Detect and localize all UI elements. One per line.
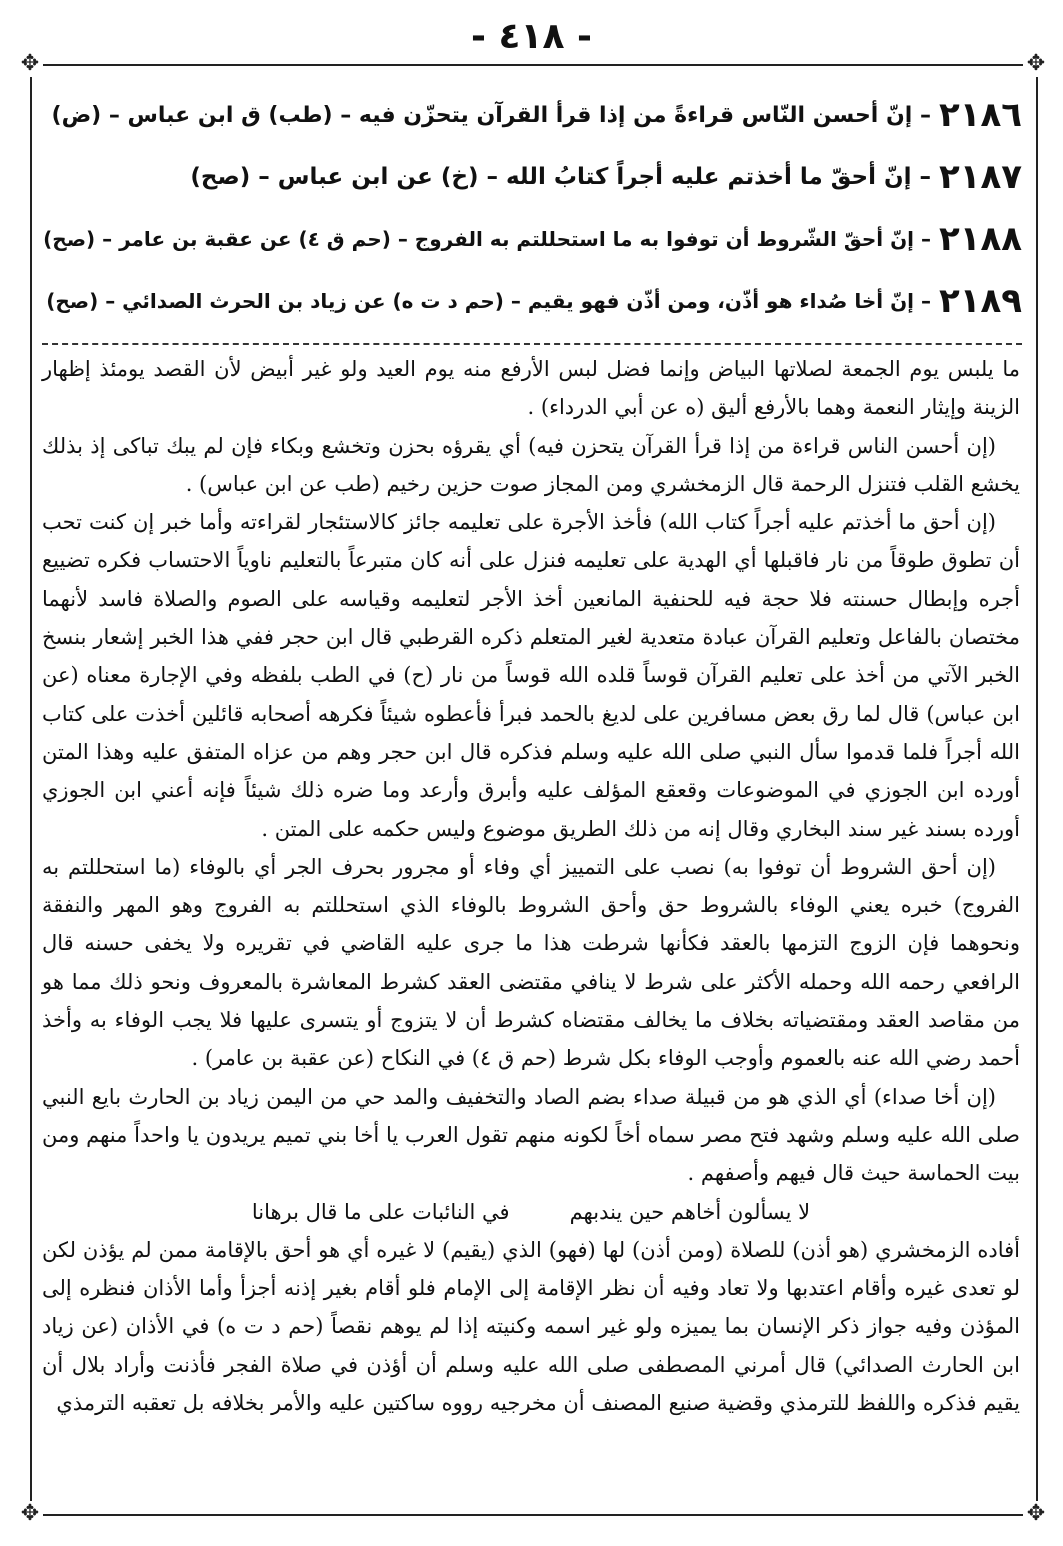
hadith-number: ٢١٨٨ (938, 219, 1022, 259)
frame-top-border (28, 64, 1039, 66)
hadith-number: ٢١٨٦ (938, 95, 1022, 135)
page-number: - ٤١٨ - (471, 16, 592, 57)
section-separator (42, 343, 1022, 345)
hadith-text: – إنّ أحقّ الشّروط أن توفوا به ما استحللتم به الفروج – (حم ق ٤) عن عقبة بن عامر – (صح) (43, 227, 931, 251)
hadith-entry (42, 270, 1022, 332)
corner-ornament-icon: ✥ (1023, 1501, 1049, 1527)
hadith-text: – إنّ أخا صُداء هو أذّن، ومن أذّن فهو يقيم – (حم د ت ه) عن زياد بن الحرث الصدائي – (صح) (46, 289, 931, 313)
commentary-paragraph: (إن أحق الشروط أن توفوا به) نصب على التمييز أي وفاء أو مجرور بحرف الجر أي بالوفاء (ما استحللتم به الفروج) خبره يعني الوفاء بالشروط حق وأحق الشروط بالوفاء الذي استحللتم به الفروج وهو المهر والنفقة ونحوهما فإن الزوج التزمها بالعقد فكأنها شرطت هذا ما جرى عليه القاضي في تقريره ولا يخفى حسنه قال الرافعي رحمه الله وحمله الأكثر على شرط لا ينافي مقتضى العقد كشرط المعاشرة بالمعروف ونحو ذلك مما هو من مقاصد العقد ومقتضياته بخلاف ما يخالف مقتضاه كشرط أن لا يتزوج أو يتسرى عليها فلا يجب الوفاء به وأخذ أحمد رضي الله عنه بالعموم وأوجب الوفاء بكل شرط (حم ق ٤) في النكاح (عن عقبة بن عامر) . (42, 854, 1020, 1071)
hadith-text: – إنّ أحقّ ما أخذتم عليه أجراً كتابُ الله – (خ) عن ابن عباس – (صح) (190, 164, 931, 190)
poem-hemistich: لا يسألون أخاهم حين يندبهم (569, 1199, 811, 1224)
corner-ornament-icon: ✥ (17, 1501, 43, 1527)
corner-ornament-icon: ✥ (17, 51, 43, 77)
commentary-paragraph: (إن أحسن الناس قراءة من إذا قرأ القرآن يتحزن فيه) أي يقرؤه بحزن وتخشع وبكاء فإن لم يبك تباكى إذ بذلك يخشع القلب فتنزل الرحمة قال الزمخشري ومن المجاز صوت حزين رخيم (طب عن ابن عباس) . (42, 433, 1020, 496)
corner-ornament-icon: ✥ (1023, 51, 1049, 77)
commentary-paragraph: (إن أخا صداء) أي الذي هو من قبيلة صداء بضم الصاد والتخفيف والمد حي من اليمن زياد بن الحارث بايع النبي صلى الله عليه وسلم وشهد فتح مصر سماه أخاً لكونه منهم تقول العرب يا أخا بني تميم يريدون يا واحداً منهم ومن بيت الحماسة حيث قال فيهم وأصفهم . (42, 1084, 1020, 1186)
hadith-text: – إنّ أحسن النّاس قراءةً من إذا قرأ القرآن يتحزّن فيه – (طب) ق ابن عباس – (ض) (51, 102, 931, 128)
hadith-entry (42, 146, 1022, 208)
hadith-number: ٢١٨٧ (938, 157, 1022, 197)
commentary-paragraph: ما يلبس يوم الجمعة لصلاتها البياض وإنما فضل لبس الأرفع منه يوم العيد ولو غير أبيض لأن القصد يومئذ إظهار الزينة وإيثار النعمة وهما بالأرفع أليق (ه عن أبي الدرداء) . (42, 357, 1020, 420)
poem-hemistich: في النائبات على ما قال برهانا (251, 1199, 510, 1224)
frame-left-border (30, 64, 32, 1514)
poem-verse (42, 1193, 1020, 1231)
frame-right-border (1036, 64, 1038, 1514)
commentary-paragraph: (إن أحق ما أخذتم عليه أجراً كتاب الله) فأخذ الأجرة على تعليمه جائز كالاستئجار لقراءته وأما خبر إن كنت تحب أن تطوق طوقاً من نار فاقبلها أي الهدية على تعليمه فنزل على أنه كان متبرعاً بالتعليم ناوياً الاحتساب فكره تضييع أجره وإبطال حسنته فلا حجة فيه للحنفية المانعين أخذ الأجر لتعليمه وقياسه على الصوم والصلاة فاسد لأنهما مختصان بالفاعل وتعليم القرآن عبادة متعدية لغير المتعلم ذكره القرطبي قال ابن حجر ففي هذا الخبر إشعار بنسخ الخبر الآتي من أخذ على تعليم القرآن قوساً قلده الله قوساً من نار (ح) في الطب بلفظه وفي الإجارة معناه (عن ابن عباس) قال لما رق بعض مسافرين على لديغ بالحمد فبرأ فأعطوه شيئاً فكرهه أصحابه قائلين أخذت على كتاب الله أجراً فلما قدموا سأل النبي صلى الله عليه وسلم فذكره قال ابن حجر وهم من عزاه المتفق عليه وهذا المتن أورده ابن الجوزي في الموضوعات وقعقع المؤلف عليه وأبرق وأرعد وما ضره ذلك شيئاً فإنه أعني ابن الجوزي أورده بسند غير سند البخاري وقال إنه من ذلك الطريق موضوع وليس حكمه على المتن . (42, 510, 1020, 841)
hadith-number: ٢١٨٩ (938, 281, 1022, 321)
commentary-body (42, 350, 1020, 1422)
hadith-entry (42, 84, 1022, 146)
frame-bottom-border (28, 1514, 1039, 1516)
hadith-list (42, 84, 1022, 332)
hadith-entry (42, 208, 1022, 270)
commentary-paragraph: أفاده الزمخشري (هو أذن) للصلاة (ومن أذن) لها (فهو) الذي (يقيم) لا غيره أي هو أحق بالإقامة ممن لم يؤذن لكن لو تعدى غيره وأقام اعتدبها ولا تعاد وفيه أن نظر الإقامة إلى الإمام فلو أقام بغير إذنه أجزأ وأما الأذان فنظره إلى المؤذن وفيه جواز ذكر الإنسان بما يميزه ولو غير اسمه وكنيته إذا لم يوهم نقصاً (حم د ت ه) في الأذان (عن زياد ابن الحارث الصدائي) قال أمرني المصطفى صلى الله عليه وسلم أن أؤذن في صلاة الفجر فأذنت وأراد بلال أن يقيم فذكره واللفظ للترمذي وقضية صنيع المصنف أن مخرجيه رووه ساكتين عليه والأمر بخلافه بل تعقبه الترمذي (42, 1237, 1020, 1416)
